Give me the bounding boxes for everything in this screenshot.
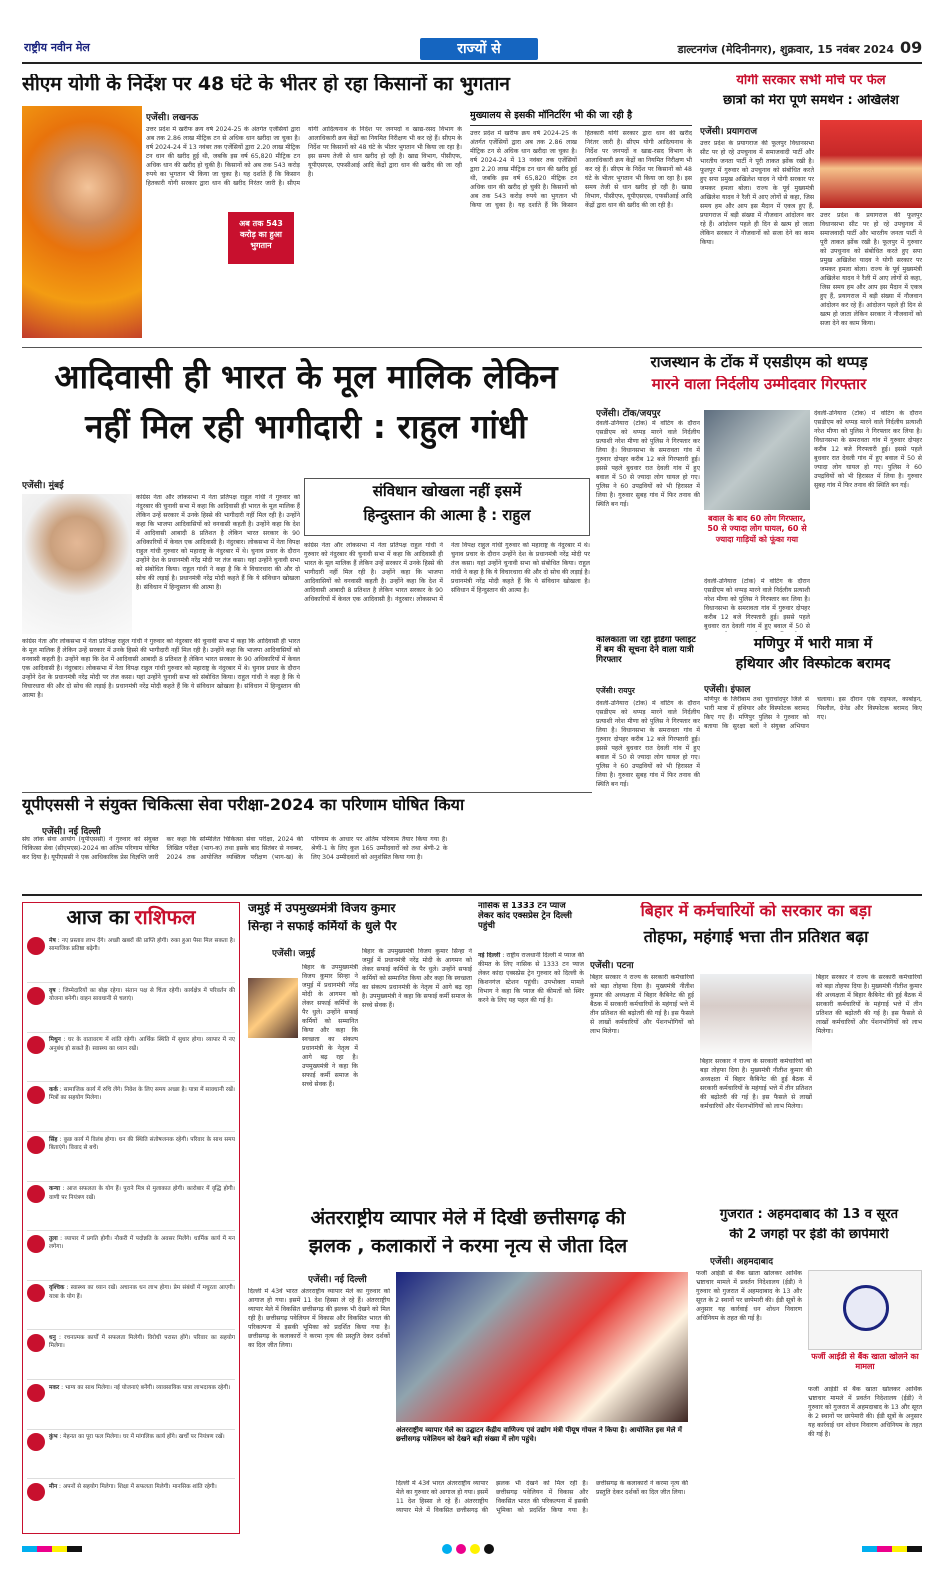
story-jamui xyxy=(248,902,472,1202)
sign-taurus: वृष : जिम्मेदारियों का बोझ रहेगा। संतान पक्ष से चिंता रहेगी। कार्यक्षेत्र में परिवर्तन की योजना बनेगी। वाहन सावधानी से चलाएं। xyxy=(27,987,235,1033)
headline: कोलकाता जा रही इंडिगो फ्लाइट में बम की सूचना देने वाला यात्री गिरफ्तार xyxy=(596,636,696,665)
registration-mark xyxy=(442,1544,452,1554)
body-text-left: बिहार सरकार ने राज्य के सरकारी कर्मचारियों को बड़ा तोहफा दिया है। मुख्यमंत्री नीतीश कुमार की अध्यक्षता में बिहार कैबिनेट की हुई बैठक में सरकारी कर्मचारियों के महंगाई भत्ते में तीन प्रतिशत की बढ़ोतरी की गई है। इस फैसले से लाखों कर्मचारियों और पेंशनभोगियों को लाभ मिलेगा। xyxy=(590,974,694,1035)
body-text-right: उत्तर प्रदेश में खरीफ क्रय वर्ष 2024-25 के अंतर्गत एजेंसियों द्वारा अब तक 2.86 लाख मीट्रिक टन से अधिक धान खरीदा जा चुका है। वर्ष 2024-24 में 13 नवंबर तक एजेंसियों द्वारा 2.20 लाख मीट्रिक टन धान की खरीद हुई थी, जबकि इस वर्ष 65,820 मीट्रिक टन अधिक धान की खरीद हो चुकी है। किसानों को अब तक 543 करोड़ रुपये का भुगतान भी किया जा चुका है। यह दर्शाते हैं कि किसान हितकारी योगी सरकार द्वारा धान की खरीद निरंतर जारी है। सीएम योगी आदित्यनाथ के निर्देश पर जनपदों व खाद्य-रसद विभाग के आलाधिकारी क्रय केंद्रों का नियमित निरीक्षण भी कर रहे हैं। सीएम के निर्देश पर किसानों को 48 घंटे के भीतर भुगतान भी किया जा रहा है। इस समय तेजी से धान खरीद हो रही है। खाद्य विभाग, पीसीएफ, यूपीएसएस, एफसीआई आदि केंद्रों द्वारा धान की खरीद की जा रही है। xyxy=(470,130,692,209)
story-bihar-da xyxy=(590,902,922,1202)
body-text-left: देवली-उनियारा (टोंक) में वोटिंग के दौरान एसडीएम को थप्पड़ मारने वाले निर्दलीय प्रत्याशी नरेश मीणा को पुलिस ने गिरफ्तार कर लिया है। विधानसभा के समरावता गांव में गुरुवार दोपहर करीब 12 बजे गिरफ्तारी हुई। इससे पहले बुधवार रात देवली गांव में हुए बवाल में 50 से ज्यादा लोग घायल हो गए। पुलिस ने 60 उपद्रवियों को भी हिरासत में लिया है। गुरुवार सुबह गांव में फिर तनाव की स्थिति बन गई। xyxy=(596,420,700,508)
body-text-mid: बिहार सरकार ने राज्य के सरकारी कर्मचारियों को बड़ा तोहफा दिया है। मुख्यमंत्री नीतीश कुमार की अध्यक्षता में बिहार कैबिनेट की हुई बैठक में सरकारी कर्मचारियों के महंगाई भत्ते में तीन प्रतिशत की बढ़ोतरी की गई है। इस फैसले से लाखों कर्मचारियों और पेंशनभोगियों को लाभ मिलेगा। xyxy=(700,1058,812,1110)
body-copy: राष्ट्रीय राजधानी दिल्ली में प्याज की कीमत के लिए नासिक से 1333 टन प्याज लेकर कांदा एक्सप्रेस ट्रेन गुरुवार को दिल्ली के किशनगंज स्टेशन पहुंची। उपभोक्ता मामले विभाग ने कहा कि प्याज की कीमतों को स्थिर करने के लिए यह पहल की गई है। xyxy=(478,952,584,1004)
story-farmers-payment xyxy=(22,74,692,344)
body-text-right: उत्तर प्रदेश के प्रयागराज की फूलपुर विधानसभा सीट पर हो रहे उपचुनाव में समाजवादी पार्टी और भारतीय जनता पार्टी ने पूरी ताकत झोंक रखी है। फूलपुर में गुरुवार को उपचुनाव को संबोधित करते हुए सपा प्रमुख अखिलेश यादव ने योगी सरकार पर जमकर हमला बोला। राज्य के पूर्व मुख्यमंत्री अखिलेश यादव ने रैली में आए लोगों से कहा, जिस समय हम और आप इस मैदान में एकत्र हुए हैं, प्रयागराज में बड़ी संख्या में नौजवान आंदोलन कर रहे हैं। आंदोलन पहले ही दिन से खत्म हो जाता लेकिन सरकार ने नौजवानों को सजा देने का काम किया। xyxy=(820,212,922,327)
sign-text: कुछ कार्य में विलंब होगा। धन की स्थिति संतोषजनक रहेगी। परिवार के साथ समय बिताएंगे। विवाद से बचें। xyxy=(49,1136,235,1151)
byline: एजेंसी। रायपुर xyxy=(596,686,635,695)
sign-text: रचनात्मक कार्यों में सफलता मिलेगी। विरोधी परास्त होंगे। परिवार का सहयोग मिलेगा। xyxy=(49,1335,235,1350)
headline: सीएम योगी के निर्देश पर 48 घंटे के भीतर हो रहा किसानों का भुगतान xyxy=(22,74,510,95)
dateline xyxy=(554,42,894,60)
trade-fair-photo xyxy=(396,1272,688,1422)
sign-icon xyxy=(27,1185,45,1203)
headline-line2: हथियार और विस्फोटक बरामद xyxy=(735,656,891,672)
sign-name: मकर xyxy=(49,1384,60,1391)
body-text: नई दिल्ली : राष्ट्रीय राजधानी दिल्ली में प्याज की कीमत के लिए नासिक से 1333 टन प्याज लेकर कांदा एक्सप्रेस ट्रेन गुरुवार को दिल्ली के किशनगंज स्टेशन पहुंची। उपभोक्ता मामले विभाग ने कहा कि प्याज की कीमतों को स्थिर करने के लिए यह पहल की गई है। xyxy=(478,952,584,1004)
registration-mark xyxy=(456,1544,466,1554)
photo-caption-text: अंतरराष्ट्रीय व्यापार मेले का उद्घाटन केंद्रीय वाणिज्य एवं उद्योग मंत्री पीयूष गोयल ने किया है। आयोजित इस मेले में छत्तीसगढ़ पवेलियन को देखने बड़ी संख्या में लोग पहुंचे। xyxy=(396,1426,682,1444)
sign-text: व्यापार में प्रगति होगी। नौकरी में पदोन्नति के अवसर मिलेंगे। धार्मिक कार्य में मन लगेगा। xyxy=(49,1235,235,1251)
headline-line1: मणिपुर में भारी मात्रा में xyxy=(753,636,873,652)
byline: एजेंसी। जमुई xyxy=(272,949,316,958)
body-text: उत्तर प्रदेश में खरीफ क्रय वर्ष 2024-25 के अंतर्गत एजेंसियों द्वारा अब तक 2.86 लाख मीट्रिक टन से अधिक धान खरीदा जा चुका है। वर्ष 2024-24 में 13 नवंबर तक एजेंसियों द्वारा 2.20 लाख मीट्रिक टन धान की खरीद हुई थी, जबकि इस वर्ष 65,820 मीट्रिक टन अधिक धान की खरीद हो चुकी है। किसानों को अब तक 543 करोड़ रुपये का भुगतान भी किया जा चुका है। यह दर्शाते हैं कि किसान हितकारी योगी सरकार द्वारा धान की खरीद निरंतर जारी है। सीएम योगी आदित्यनाथ के निर्देश पर जनपदों व खाद्य-रसद विभाग के आलाधिकारी क्रय केंद्रों का नियमित निरीक्षण भी कर रहे हैं। सीएम के निर्देश पर किसानों को 48 घंटे के भीतर भुगतान भी किया जा रहा है। इस समय तेजी से धान खरीद हो रही है। खाद्य विभाग, पीसीएफ, यूपीएसएस, एफसीआई आदि केंद्रों द्वारा धान की खरीद की जा रही है। xyxy=(146,126,462,187)
color-registration-bar xyxy=(22,1542,922,1556)
byline: एजेंसी। पटना xyxy=(590,961,634,970)
sign-name: मेष xyxy=(49,938,56,944)
story-onion-train xyxy=(478,902,584,1202)
sign-icon xyxy=(27,1433,45,1451)
subhead-line2: हिन्दुस्तान की आत्मा है : राहुल xyxy=(363,506,531,524)
registration-strip xyxy=(862,1546,922,1552)
sign-icon xyxy=(27,1036,45,1054)
body-text-left: बिहार के उपमुख्यमंत्री विजय कुमार सिन्हा ने जमुई में प्रधानमंत्री नरेंद्र मोदी के आगमन को लेकर सफाई कर्मियों के पैर धुले। उन्होंने सफाई कर्मियों को सम्मानित किया और कहा कि स्वच्छता का संकल्प प्रधानमंत्री के नेतृत्व में आगे बढ़ रहा है। उपमुख्यमंत्री ने कहा कि सफाई कर्मी समाज के सच्चे सेवक हैं। xyxy=(302,964,358,1088)
sign-capricorn: मकर : भाग्य का साथ मिलेगा। नई योजनाएं बनेंगी। व्यावसायिक यात्रा लाभदायक रहेगी। xyxy=(27,1384,235,1430)
body-text-right: फर्जी आईडी से बैंक खाता खोलकर आर्थिक भ्रष्टाचार मामले में प्रवर्तन निदेशालय (ईडी) ने गुरुवार को गुजरात में अहमदाबाद के 13 और सूरत के 2 स्थानों पर छापेमारी की। ईडी सूत्रों के अनुसार यह कार्रवाई धन शोधन निवारण अधिनियम के तहत की गई है। xyxy=(808,1386,922,1438)
headline-line1: राजस्थान के टोंक में एसडीएम को थप्पड़ xyxy=(650,354,868,371)
story-rahul-gandhi xyxy=(22,352,590,790)
sign-text: भाग्य का साथ मिलेगा। नई योजनाएं बनेंगी। व्यावसायिक यात्रा लाभदायक रहेगी। xyxy=(64,1384,231,1391)
sign-text: स्वास्थ्य का ध्यान रखें। अचानक धन लाभ होगा। प्रेम संबंधों में मधुरता आएगी। यात्रा के योग हैं। xyxy=(49,1285,235,1300)
byline: नई दिल्ली xyxy=(478,952,501,959)
sign-icon xyxy=(27,1483,45,1501)
sign-icon xyxy=(27,937,45,955)
body-text-left: कांग्रेस नेता और लोकसभा में नेता प्रतिपक्ष राहुल गांधी ने गुरुवार को नंदुरबार की चुनावी सभा में कहा कि आदिवासी ही भारत के मूल मालिक हैं लेकिन उन्हें सरकार में उनके हिस्से की भागीदारी नहीं मिल रही है। उन्होंने कहा कि भाजपा आदिवासियों को वनवासी कहती है। उन्होंने कहा कि देश में आदिवासी आबादी 8 प्रतिशत है लेकिन भारत सरकार के 90 अधिकारियों में केवल एक आदिवासी है। नंदुरबार। लोकसभा में नेता विपक्ष राहुल गांधी गुरुवार को महाराष्ट्र के नंदुरबार में थे। चुनाव प्रचार के दौरान उन्होंने देश के प्रधानमंत्री नरेंद्र मोदी पर तंज कसा। यहां उन्होंने चुनावी सभा को संबोधित किया। राहुल गांधी ने कहा है कि ये विचारधारा की और दो सोच की लड़ाई है। प्रधानमंत्री नरेंद्र मोदी कहते हैं कि ये संविधान खोखला है। संविधान में हिन्दुस्तान की आत्मा है। xyxy=(136,494,300,591)
headline-line2: सिन्हा ने सफाई कर्मियों के धुले पैर xyxy=(248,920,397,933)
byline: एजेंसी। नई दिल्ली xyxy=(42,827,101,836)
sign-leo: सिंह : कुछ कार्य में विलंब होगा। धन की स्थिति संतोषजनक रहेगी। परिवार के साथ समय बिताएंगे। विवाद से बचें। xyxy=(27,1136,235,1182)
headline-line2: तोहफा, महंगाई भत्ता तीन प्रतिशत बढ़ा xyxy=(643,928,869,946)
story-manipur xyxy=(704,636,922,880)
callout-text: अब तक 543 करोड़ का हुआ भुगतान xyxy=(239,219,283,251)
sign-virgo: कन्या : आज सफलता के योग हैं। पुराने मित्र से मुलाकात होगी। कारोबार में वृद्धि होगी। वाणी पर नियंत्रण रखें। xyxy=(27,1185,235,1231)
registration-mark xyxy=(470,1544,480,1554)
page-number-text: 09 xyxy=(900,38,922,57)
sign-name: सिंह xyxy=(49,1136,58,1143)
body-text: मणिपुर के जिरीबाम तथा चुराचांदपुर जिले से भारी मात्रा में हथियार और विस्फोटक बरामद किए गए हैं। मणिपुर पुलिस ने गुरुवार को बताया कि सुरक्षा बलों ने संयुक्त अभियान चलाया। इस दौरान एके राइफल, कार्बाइन, पिस्तौल, ग्रेनेड और विस्फोटक बरामद किए गए। xyxy=(704,696,922,730)
body-text-left: दिल्ली में 43वें भारत अंतरराष्ट्रीय व्यापार मेले का गुरुवार को आगाज हो गया। इसमें 11 देश हिस्सा ले रहे हैं। अंतरराष्ट्रीय व्यापार मेले में विकसित छत्तीसगढ़ की झलक भी देखने को मिल रही है। छत्तीसगढ़ पवेलियन में विकास और विकसित भारत की परिकल्पना में इसकी भूमिका को प्रदर्शित किया गया है। छत्तीसगढ़ के कलाकारों ने करमा नृत्य की प्रस्तुति देकर दर्शकों का दिल जीत लिया। xyxy=(248,1288,390,1349)
akhilesh-photo xyxy=(820,120,922,208)
sign-text: अपनों से सहयोग मिलेगा। शिक्षा में सफलता मिलेगी। मानसिक शांति रहेगी। xyxy=(62,1483,217,1490)
section-banner xyxy=(420,38,538,60)
heading-word2: राशिफल xyxy=(134,905,196,929)
byline: एजेंसी। मुंबई xyxy=(22,481,64,490)
body-text-bottom: कांग्रेस नेता और लोकसभा में नेता प्रतिपक्ष राहुल गांधी ने गुरुवार को नंदुरबार की चुनावी सभा में कहा कि आदिवासी ही भारत के मूल मालिक हैं लेकिन उन्हें सरकार में उनके हिस्से की भागीदारी नहीं मिल रही है। उन्होंने कहा कि भाजपा आदिवासियों को वनवासी कहती है। उन्होंने कहा कि देश में आदिवासी आबादी 8 प्रतिशत है लेकिन भारत सरकार के 90 अधिकारियों में केवल एक आदिवासी है। नंदुरबार। लोकसभा में नेता विपक्ष राहुल गांधी गुरुवार को महाराष्ट्र के नंदुरबार में थे। चुनाव प्रचार के दौरान उन्होंने देश के प्रधानमंत्री नरेंद्र मोदी पर तंज कसा। यहां उन्होंने चुनावी सभा को संबोधित किया। राहुल गांधी ने कहा है कि ये विचारधारा की और दो सोच की लड़ाई है। प्रधानमंत्री नरेंद्र मोदी कहते हैं कि ये संविधान खोखला है। संविधान में हिन्दुस्तान की आत्मा है। xyxy=(22,638,300,699)
headline-line2: नहीं मिल रही भागीदारी : राहुल गांधी xyxy=(85,408,527,446)
sign-text: मेहनत का पूरा फल मिलेगा। घर में मांगलिक कार्य होंगे। खर्चों पर नियंत्रण रखें। xyxy=(63,1434,225,1441)
yogi-photo xyxy=(22,106,142,338)
headline-line1: योगी सरकार सभी मोर्चे पर फेल xyxy=(736,74,886,88)
jamui-photo xyxy=(248,978,298,1038)
story-gujarat-ed xyxy=(696,1208,922,1534)
story-tonk-sdm xyxy=(596,352,922,636)
body-text-mid: देवली-उनियारा (टोंक) में वोटिंग के दौरान एसडीएम को थप्पड़ मारने वाले निर्दलीय प्रत्याशी नरेश मीणा को पुलिस ने गिरफ्तार कर लिया है। विधानसभा के समरावता गांव में गुरुवार दोपहर करीब 12 बजे गिरफ्तारी हुई। इससे पहले बुधवार रात देवली गांव में हुए बवाल में 50 से xyxy=(704,578,810,630)
body-text-right: देवली-उनियारा (टोंक) में वोटिंग के दौरान एसडीएम को थप्पड़ मारने वाले निर्दलीय प्रत्याशी नरेश मीणा को पुलिस ने गिरफ्तार कर लिया है। विधानसभा के समरावता गांव में गुरुवार दोपहर करीब 12 बजे गिरफ्तारी हुई। इससे पहले बुधवार रात देवली गांव में हुए बवाल में 50 से ज्यादा लोग घायल हो गए। पुलिस ने 60 उपद्रवियों को भी हिरासत में लिया है। गुरुवार सुबह गांव में फिर तनाव की स्थिति बन गई। xyxy=(814,410,922,489)
headline-line2: मारने वाला निर्दलीय उम्मीदवार गिरफ्तार xyxy=(651,376,867,393)
headline-line1: जमुई में उपमुख्यमंत्री विजय कुमार xyxy=(248,902,396,915)
byline: एजेंसी। प्रयागराज xyxy=(700,127,758,136)
logo-text: राष्ट्रीय नवीन मेल xyxy=(24,41,90,54)
photo-caption xyxy=(704,514,810,574)
body-text-right: बिहार के उपमुख्यमंत्री विजय कुमार सिन्हा ने जमुई में प्रधानमंत्री नरेंद्र मोदी के आगमन को लेकर सफाई कर्मियों के पैर धुले। उन्होंने सफाई कर्मियों को सम्मानित किया और कहा कि स्वच्छता का संकल्प प्रधानमंत्री के नेतृत्व में आगे बढ़ रहा है। उपमुख्यमंत्री ने कहा कि सफाई कर्मी समाज के सच्चे सेवक हैं। xyxy=(362,948,472,1009)
story-upsc xyxy=(22,796,592,880)
body-text-bottom: दिल्ली में 43वें भारत अंतरराष्ट्रीय व्यापार मेले का गुरुवार को आगाज हो गया। इसमें 11 देश हिस्सा ले रहे हैं। अंतरराष्ट्रीय व्यापार मेले में विकसित छत्तीसगढ़ की झलक भी देखने को मिल रही है। छत्तीसगढ़ पवेलियन में विकास और विकसित भारत की परिकल्पना में इसकी भूमिका को प्रदर्शित किया गया है। छत्तीसगढ़ के कलाकारों ने करमा नृत्य की प्रस्तुति देकर दर्शकों का दिल जीत लिया। xyxy=(396,1480,688,1514)
sign-icon xyxy=(27,1086,45,1104)
dateline-text: डाल्टनगंज (मेदिनीनगर), शुक्रवार, 15 नवंबर 2024 xyxy=(677,43,894,56)
sign-gemini: मिथुन : घर के वातावरण में शांति रहेगी। आर्थिक स्थिति में सुधार होगा। व्यापार में नए अनुबंध हो सकते हैं। स्वास्थ्य का ध्यान रखें। xyxy=(27,1036,235,1082)
subhead xyxy=(470,108,692,126)
sign-name: मीन xyxy=(49,1483,58,1490)
horoscope-heading xyxy=(23,903,239,935)
sign-icon xyxy=(27,1334,45,1352)
sign-text: नए प्रस्ताव लाभ देंगे। अच्छी खबरों की प्राप्ति होगी। रुका हुआ पैसा मिल सकता है। सामाजिक प्रतिष्ठा बढ़ेगी। xyxy=(49,938,235,953)
sign-name: धनु xyxy=(49,1335,56,1341)
sign-cancer: कर्क : सामाजिक कार्य में रुचि लेंगे। निवेश के लिए समय अच्छा है। यात्रा में सावधानी रखें। मित्रों का सहयोग मिलेगा। xyxy=(27,1086,235,1132)
newspaper-logo xyxy=(24,40,134,60)
subhead-box xyxy=(304,478,590,536)
sign-name: कर्क xyxy=(49,1086,58,1093)
body-text-right: बिहार सरकार ने राज्य के सरकारी कर्मचारियों को बड़ा तोहफा दिया है। मुख्यमंत्री नीतीश कुमार की अध्यक्षता में बिहार कैबिनेट की हुई बैठक में सरकारी कर्मचारियों के महंगाई भत्ते में तीन प्रतिशत की बढ़ोतरी की गई है। इस फैसले से लाखों कर्मचारियों और पेंशनभोगियों को लाभ मिलेगा। xyxy=(816,974,922,1035)
body-text-right: कांग्रेस नेता और लोकसभा में नेता प्रतिपक्ष राहुल गांधी ने गुरुवार को नंदुरबार की चुनावी सभा में कहा कि आदिवासी ही भारत के मूल मालिक हैं लेकिन उन्हें सरकार में उनके हिस्से की भागीदारी नहीं मिल रही है। उन्होंने कहा कि भाजपा आदिवासियों को वनवासी कहती है। उन्होंने कहा कि देश में आदिवासी आबादी 8 प्रतिशत है लेकिन भारत सरकार के 90 अधिकारियों में केवल एक आदिवासी है। नंदुरबार। लोकसभा में नेता विपक्ष राहुल गांधी गुरुवार को महाराष्ट्र के नंदुरबार में थे। चुनाव प्रचार के दौरान उन्होंने देश के प्रधानमंत्री नरेंद्र मोदी पर तंज कसा। यहां उन्होंने चुनावी सभा को संबोधित किया। राहुल गांधी ने कहा है कि ये विचारधारा की और दो सोच की लड़ाई है। प्रधानमंत्री नरेंद्र मोदी कहते हैं कि ये संविधान खोखला है। संविधान में हिन्दुस्तान की आत्मा है। xyxy=(304,542,590,603)
registration-strip xyxy=(22,1546,82,1552)
masthead xyxy=(22,36,922,64)
sign-name: वृश्चिक xyxy=(49,1285,65,1292)
byline: एजेंसी। नई दिल्ली xyxy=(308,1275,367,1284)
heading-word1: आज का xyxy=(66,905,130,929)
byline: एजेंसी। अहमदाबाद xyxy=(710,1257,774,1266)
ed-emblem xyxy=(808,1270,922,1350)
sign-name: कुंभ xyxy=(49,1434,58,1441)
sign-icon xyxy=(27,1284,45,1302)
sign-text: आज सफलता के योग हैं। पुराने मित्र से मुलाकात होगी। कारोबार में वृद्धि होगी। वाणी पर नियंत्रण रखें। xyxy=(49,1186,235,1201)
sign-pisces: मीन : अपनों से सहयोग मिलेगा। शिक्षा में सफलता मिलेगी। मानसिक शांति रहेगी। xyxy=(27,1483,235,1529)
sign-icon xyxy=(27,1136,45,1154)
horoscope-panel xyxy=(22,902,240,1534)
photo-caption xyxy=(808,1352,922,1382)
sign-name: कन्या xyxy=(49,1186,61,1193)
sign-sagittarius: धनु : रचनात्मक कार्यों में सफलता मिलेगी। विरोधी परास्त होंगे। परिवार का सहयोग मिलेगा। xyxy=(27,1334,235,1380)
sign-name: मिथुन xyxy=(49,1037,61,1044)
sign-icon xyxy=(27,1235,45,1253)
headline-line1: गुजरात : अहमदाबाद की 13 व सूरत xyxy=(719,1208,899,1222)
sign-text: घर के वातावरण में शांति रहेगी। आर्थिक स्थिति में सुधार होगा। व्यापार में नए अनुबंध हो सकते हैं। स्वास्थ्य का ध्यान रखें। xyxy=(49,1037,235,1052)
section-label: राज्यों से xyxy=(457,41,501,57)
registration-mark xyxy=(484,1544,494,1554)
headline-line2: झलक , कलाकारों ने करमा नृत्य से जीता दिल xyxy=(308,1236,628,1257)
byline: एजेंसी। इंफाल xyxy=(704,685,751,694)
subhead-line1: संविधान खोखला नहीं इसमें xyxy=(372,482,522,500)
sign-scorpio: वृश्चिक : स्वास्थ्य का ध्यान रखें। अचानक धन लाभ होगा। प्रेम संबंधों में मधुरता आएगी। यात्रा के योग हैं। xyxy=(27,1284,235,1330)
headline-line1: अंतरराष्ट्रीय व्यापार मेले में दिखी छत्तीसगढ़ की xyxy=(310,1208,626,1229)
rahul-photo xyxy=(22,494,132,634)
body-text: देवली-उनियारा (टोंक) में वोटिंग के दौरान एसडीएम को थप्पड़ मारने वाले निर्दलीय प्रत्याशी नरेश मीणा को पुलिस ने गिरफ्तार कर लिया है। विधानसभा के समरावता गांव में गुरुवार दोपहर करीब 12 बजे गिरफ्तारी हुई। इससे पहले बुधवार रात देवली गांव में हुए बवाल में 50 से ज्यादा लोग घायल हो गए। पुलिस ने 60 उपद्रवियों को भी हिरासत में लिया है। गुरुवार सुबह गांव में फिर तनाव की स्थिति बन गई। xyxy=(596,700,700,788)
byline: एजेंसी। टोंक/जयपुर xyxy=(596,409,661,418)
story-trade-fair xyxy=(248,1208,688,1534)
sign-name: तुला xyxy=(49,1235,58,1242)
tonk-photo xyxy=(704,410,810,510)
ed-logo-icon xyxy=(843,1285,889,1331)
photo-caption xyxy=(396,1426,688,1476)
photo-caption-text: बवाल के बाद 60 लोग गिरफ्तार, 50 से ज्यादा लोग घायल, 60 से ज्यादा गाड़ियों को फूंका गया xyxy=(707,514,807,544)
body-text: संघ लोक सेवा आयोग (यूपीएससी) ने गुरुवार को संयुक्त चिकित्सा सेवा (सीएमएस)-2024 का अंतिम परिणाम घोषित कर दिया है। यूपीएससी ने एक आधिकारिक प्रेस विज्ञप्ति जारी कर कहा कि सम्मिलित चिकित्सा सेवा परीक्षा, 2024 की लिखित परीक्षा (भाग-क) तथा इसके बाद सितंबर से नवम्बर, 2024 तक आयोजित व्यक्तित्व परीक्षण (भाग-ख) के परिणाम के आधार पर अंतिम परिणाम तैयार किया गया है। श्रेणी-1 के लिए कुल 165 उम्मीदवारों को तथा श्रेणी-2 के लिए 304 उम्मीदवारों को अनुशंसित किया गया है। xyxy=(22,836,448,861)
nitish-photo xyxy=(700,974,812,1054)
headline-line1: बिहार में कर्मचारियों को सरकार का बड़ा xyxy=(640,902,872,920)
horoscope-list xyxy=(27,937,235,1529)
body-text-left: फर्जी आईडी से बैंक खाता खोलकर आर्थिक भ्रष्टाचार मामले में प्रवर्तन निदेशालय (ईडी) ने गुरुवार को गुजरात में अहमदाबाद के 13 और सूरत के 2 स्थानों पर छापेमारी की। ईडी सूत्रों के अनुसार यह कार्रवाई धन शोधन निवारण अधिनियम के तहत की गई है। xyxy=(696,1270,802,1322)
sign-aries: मेष : नए प्रस्ताव लाभ देंगे। अच्छी खबरों की प्राप्ति होगी। रुका हुआ पैसा मिल सकता है। सामाजिक प्रतिष्ठा बढ़ेगी। xyxy=(27,937,235,983)
byline: एजेंसी। लखनऊ xyxy=(146,113,199,122)
headline: यूपीएससी ने संयुक्त चिकित्सा सेवा परीक्षा-2024 का परिणाम घोषित किया xyxy=(22,796,465,814)
sign-text: सामाजिक कार्य में रुचि लेंगे। निवेश के लिए समय अच्छा है। यात्रा में सावधानी रखें। मित्रों का सहयोग मिलेगा। xyxy=(49,1086,235,1102)
headline-line1: आदिवासी ही भारत के मूल मालिक लेकिन xyxy=(54,358,558,396)
sign-libra: तुला : व्यापार में प्रगति होगी। नौकरी में पदोन्नति के अवसर मिलेंगे। धार्मिक कार्य में मन लगेगा। xyxy=(27,1235,235,1281)
sign-aquarius: कुंभ : मेहनत का पूरा फल मिलेगा। घर में मांगलिक कार्य होंगे। खर्चों पर नियंत्रण रखें। xyxy=(27,1433,235,1479)
photo-caption-text: फर्जी आईडी से बैंक खाता खोलने का मामला xyxy=(811,1352,919,1372)
headline: नासिक से 1333 टन प्याज लेकर कांद एक्सप्रेस ट्रेन दिल्ली पहुंची xyxy=(478,902,572,931)
sign-text: जिम्मेदारियों का बोझ रहेगा। संतान पक्ष से चिंता रहेगी। कार्यक्षेत्र में परिवर्तन की योजना बनेगी। वाहन सावधानी से चलाएं। xyxy=(49,987,235,1003)
headline-line2: की 2 जगहों पर ईडी की छापेमारी xyxy=(729,1228,889,1242)
sign-icon xyxy=(27,1384,45,1402)
body-text: उत्तर प्रदेश के प्रयागराज की फूलपुर विधानसभा सीट पर हो रहे उपचुनाव में समाजवादी पार्टी और भारतीय जनता पार्टी ने पूरी ताकत झोंक रखी है। फूलपुर में गुरुवार को उपचुनाव को संबोधित करते हुए सपा प्रमुख अखिलेश यादव ने योगी सरकार पर जमकर हमला बोला। राज्य के पूर्व मुख्यमंत्री अखिलेश यादव ने रैली में आए लोगों से कहा, जिस समय हम और आप इस मैदान में एकत्र हुए हैं, प्रयागराज में बड़ी संख्या में नौजवान आंदोलन कर रहे हैं। आंदोलन पहले ही दिन से खत्म हो जाता लेकिन सरकार ने नौजवानों को सजा देने का काम किया। xyxy=(700,140,814,246)
page-number xyxy=(900,38,922,60)
sign-name: वृष xyxy=(49,987,56,994)
sign-icon xyxy=(27,987,45,1005)
story-akhilesh xyxy=(700,74,922,344)
headline-line2: छात्रों को मेरा पूर्ण समर्थन : अखिलेश xyxy=(723,94,899,108)
story-indigo-bomb xyxy=(596,636,700,880)
subhead-text: मुख्यालय से इसकी मॉनिटरिंग भी की जा रही है xyxy=(470,110,633,121)
